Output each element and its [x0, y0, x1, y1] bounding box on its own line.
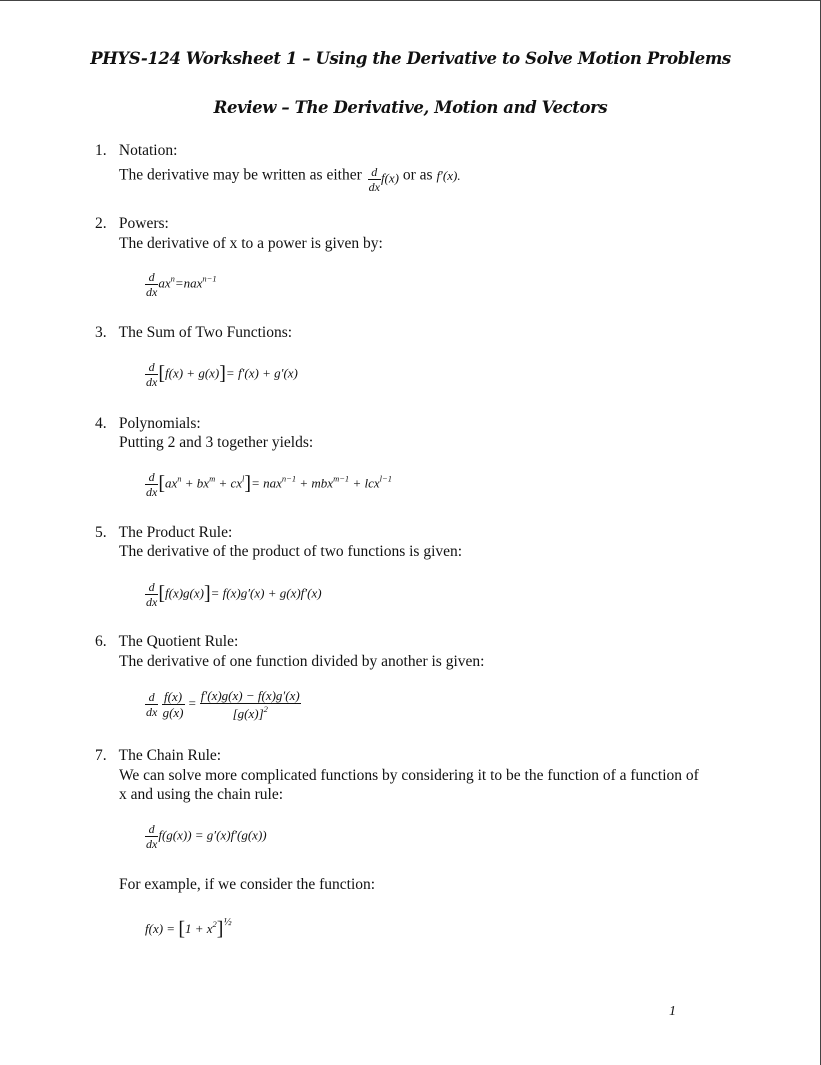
- item-quotient-heading: 6. The Quotient Rule:: [95, 633, 239, 650]
- item-number: 1.: [95, 142, 107, 159]
- item-chain-heading: 7. The Chain Rule:: [95, 747, 222, 764]
- powers-formula: $\frac{d}{dx}$ $ax^n=nax^{n-1}$: [146, 270, 217, 299]
- notation-line: [119, 163, 461, 194]
- quotient-text: The derivative of one function divided by another is given:: [119, 653, 485, 670]
- page-title: PHYS-124 Worksheet 1 – Using the Derivative to Solve Motion Problems: [90, 49, 731, 68]
- item-product-heading: 5. The Product Rule:: [95, 524, 233, 541]
- sum-formula: $\frac{d}{dx}$ [f(x) + g(x)]= f′(x) + g′(x): [146, 360, 298, 389]
- page-subtitle: Review – The Derivative, Motion and Vectors: [213, 98, 608, 117]
- powers-text: The derivative of x to a power is given by:: [119, 235, 383, 252]
- notation-text-b: or as: [402, 166, 433, 184]
- product-formula: $\frac{d}{dx}$ [f(x)g(x)]= f(x)g′(x) + g(x)f′(x): [146, 580, 322, 609]
- item-heading: Notation:: [118, 142, 178, 159]
- item-notation-heading: [95, 142, 177, 160]
- polynomials-formula: $\frac{d}{dx}$ $[ax^n + bx^m + cx^l]= nax^{n-1} + mbx^{m-1} + lcx^{l-1}$: [146, 470, 392, 499]
- quotient-formula: $\frac{d}{dx}$ $\frac{f(x)}{g(x)}$ = $\frac{f'(x)g(x) - f(x)g'(x)}{[g(x)]^2}$: [146, 688, 300, 721]
- item-polynomials-heading: 4. Polynomials:: [95, 415, 201, 432]
- item-powers-heading: 2. Powers:: [95, 215, 169, 232]
- product-text: The derivative of the product of two functions is given:: [119, 543, 463, 560]
- notation-formula-b: f′(x).: [436, 168, 461, 184]
- notation-text-a: The derivative may be written as either: [119, 166, 362, 184]
- polynomials-text: Putting 2 and 3 together yields:: [119, 434, 314, 451]
- chain-text-line2: x and using the chain rule:: [119, 786, 283, 803]
- example-formula: $f(x) = [1 + x^2]^{\frac{1}{2}}$: [145, 916, 232, 940]
- chain-example-text: For example, if we consider the function:: [119, 876, 376, 893]
- notation-formula-a: $\frac{d}{dx}$ f(x): [368, 165, 399, 194]
- chain-formula: $\frac{d}{dx}$ f(g(x)) = g′(x)f′(g(x)): [146, 822, 267, 851]
- item-sum-heading: 3. The Sum of Two Functions:: [95, 324, 293, 341]
- page-number: 1: [669, 1004, 676, 1019]
- chain-text-line1: We can solve more complicated functions by considering it to be the function of a function of: [119, 767, 699, 784]
